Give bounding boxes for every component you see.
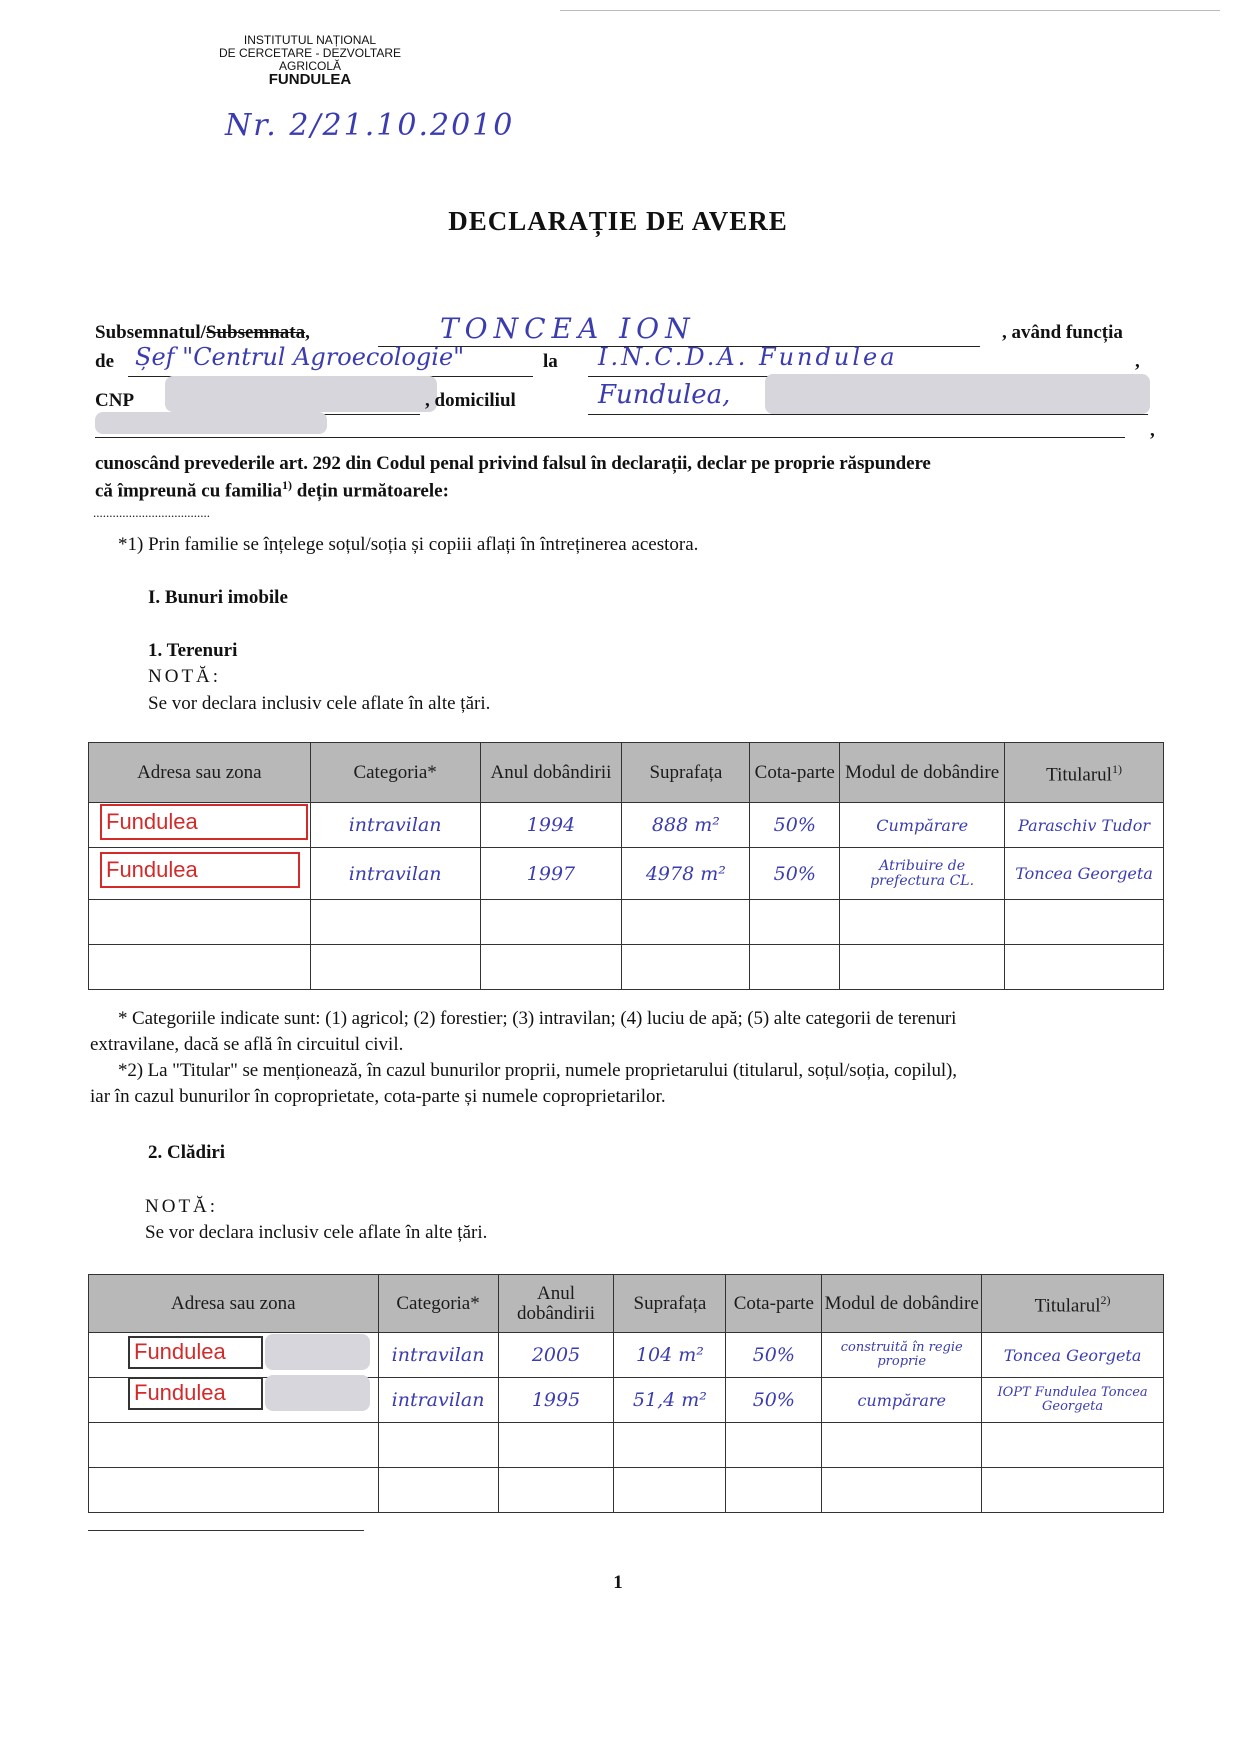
cell-categoria: intravilan (310, 803, 480, 848)
cell-suprafata: 888 m² (622, 803, 750, 848)
domiciliu-underline (588, 414, 1148, 415)
cell-modul: Atribuire de prefectura CL. (840, 848, 1005, 900)
registration-number: Nr. 2/21.10.2010 (225, 108, 515, 143)
footnote-2-line-1: *2) La "Titular" se menționează, în cazul bunurilor proprii, numele proprietarului (titularul, soțul/soția, copilul), (118, 1060, 957, 1081)
col-anul: Anul dobândirii (498, 1275, 614, 1333)
col-modul: Modul de dobândire (822, 1275, 982, 1333)
col-categoria: Categoria* (378, 1275, 498, 1333)
institution-value: I.N.C.D.A. Fundulea (598, 343, 898, 371)
col-cota: Cota-parte (726, 1275, 822, 1333)
titular-sup: 2) (1100, 1293, 1111, 1308)
footnote-categories-1: * Categoriile indicate sunt: (1) agricol; (2) forestier; (3) intravilan; (4) luciu de apă; (5) alte categorii de terenuri (118, 1008, 957, 1029)
institute-city: FUNDULEA (268, 71, 352, 88)
comma: , (1135, 351, 1140, 372)
cell-titular: Toncea Georgeta (982, 1333, 1164, 1378)
domiciliu-value: Fundulea, (598, 380, 731, 410)
col-adresa: Adresa sau zona (89, 743, 311, 803)
de-label: de (95, 351, 114, 372)
page-number: 1 (613, 1572, 623, 1593)
col-suprafata: Suprafața (622, 743, 750, 803)
declaration-line-1: cunoscând prevederile art. 292 din Codul penal privind falsul în declarații, declar pe proprie răspundere (95, 453, 931, 474)
section-1-heading: I. Bunuri imobile (148, 587, 288, 608)
institute-line-1: INSTITUTUL NAȚIONAL (243, 33, 377, 47)
nota-label-2: NOTĂ: (145, 1196, 219, 1217)
cladiri-header-row (89, 1275, 1164, 1333)
cell-suprafata: 51,4 m² (614, 1378, 726, 1423)
adresa-redaction-box-2: Fundulea (100, 852, 300, 888)
nota-label-1: NOTĂ: (148, 666, 222, 687)
footnote-1: *1) Prin familie se înțelege soțul/soția și copiii aflați în întreținerea acestora. (118, 534, 699, 555)
col-titular (1005, 743, 1164, 803)
col-cota: Cota-parte (750, 743, 840, 803)
page-title: DECLARAȚIE DE AVERE (448, 206, 788, 236)
adresa-redaction-box-4: Fundulea (128, 1377, 263, 1410)
la-label: la (543, 351, 558, 372)
cell-modul: cumpărare (822, 1378, 982, 1423)
col-adresa: Adresa sau zona (89, 1275, 379, 1333)
address-underline (95, 437, 1125, 438)
signature-line (88, 1530, 364, 1531)
cell-cota: 50% (726, 1378, 822, 1423)
cell-modul: construită în regie proprie (822, 1333, 982, 1378)
adresa-redaction-box-3: Fundulea (128, 1336, 263, 1369)
declaration-line-2 (95, 478, 449, 502)
institute-header (200, 34, 420, 86)
cell-cota: 50% (750, 803, 840, 848)
cell-cota: 50% (750, 848, 840, 900)
cell-categoria: intravilan (378, 1333, 498, 1378)
cell-anul: 2005 (498, 1333, 614, 1378)
domiciliu-label: , domiciliul (425, 390, 516, 411)
table-row-empty (89, 1468, 1164, 1513)
function-value: Șef "Centrul Agroecologie" (135, 343, 465, 371)
table-row-empty (89, 900, 1164, 945)
table-row-empty (89, 945, 1164, 990)
terenuri-heading: 1. Terenuri (148, 640, 238, 661)
separator-dots: .................................... (93, 505, 210, 520)
comma-2: , (1150, 420, 1155, 441)
subsemnata-text: Subsemnata (205, 322, 306, 343)
footnote-categories-2: extravilane, dacă se află în circuitul civil. (90, 1034, 404, 1055)
top-scan-line (560, 10, 1220, 11)
col-titular-label: Titularul (1046, 764, 1112, 786)
titular-sup: 1) (1111, 762, 1122, 777)
function-label: , având funcția (1002, 322, 1123, 343)
cell-anul: 1997 (480, 848, 622, 900)
cell-cota: 50% (726, 1333, 822, 1378)
col-modul: Modul de dobândire (840, 743, 1005, 803)
adresa-redaction-box-1: Fundulea (100, 804, 308, 840)
cell-categoria: intravilan (378, 1378, 498, 1423)
col-titular-label: Titularul (1034, 1295, 1101, 1317)
cell-anul: 1995 (498, 1378, 614, 1423)
name-value: TONCEA ION (440, 312, 696, 345)
cell-categoria: intravilan (310, 848, 480, 900)
cell-titular: IOPT Fundulea Toncea Georgeta (982, 1378, 1164, 1423)
cell-suprafata: 104 m² (614, 1333, 726, 1378)
col-anul: Anul dobândirii (480, 743, 622, 803)
cnp-redaction (165, 376, 437, 412)
adresa-redaction-3b (265, 1334, 370, 1370)
declaration-line-2-suffix: dețin următoarele: (292, 480, 449, 502)
cnp-label: CNP (95, 390, 135, 411)
terenuri-header-row (89, 743, 1164, 803)
cell-titular: Toncea Georgeta (1005, 848, 1164, 900)
adresa-redaction-4b (265, 1375, 370, 1411)
institute-line-3: AGRICOLĂ (278, 59, 341, 73)
col-titular (982, 1275, 1164, 1333)
table-row-empty (89, 1423, 1164, 1468)
subsemnatul-label: Subsemnatul/Subsemnata, (95, 322, 310, 343)
col-suprafata: Suprafața (614, 1275, 726, 1333)
address-redaction (765, 374, 1150, 414)
footnote-ref-1: 1) (282, 478, 293, 492)
cell-suprafata: 4978 m² (622, 848, 750, 900)
declaration-line-2-prefix: că împreună cu familia (95, 480, 283, 502)
subsemnatul-text: Subsemnatul/ (95, 322, 206, 343)
col-categoria: Categoria* (310, 743, 480, 803)
nota-text-1: Se vor declara inclusiv cele aflate în alte țări. (148, 693, 491, 714)
footnote-2-line-2: iar în cazul bunurilor în coproprietate, cota-parte și numele coproprietarilor. (90, 1086, 666, 1107)
cladiri-heading: 2. Clădiri (148, 1142, 226, 1163)
institute-line-2: DE CERCETARE - DEZVOLTARE (218, 46, 402, 60)
cell-anul: 1994 (480, 803, 622, 848)
cell-titular: Paraschiv Tudor (1005, 803, 1164, 848)
cell-modul: Cumpărare (840, 803, 1005, 848)
nota-text-2: Se vor declara inclusiv cele aflate în alte țări. (145, 1222, 488, 1243)
address-redaction-2 (95, 412, 327, 434)
